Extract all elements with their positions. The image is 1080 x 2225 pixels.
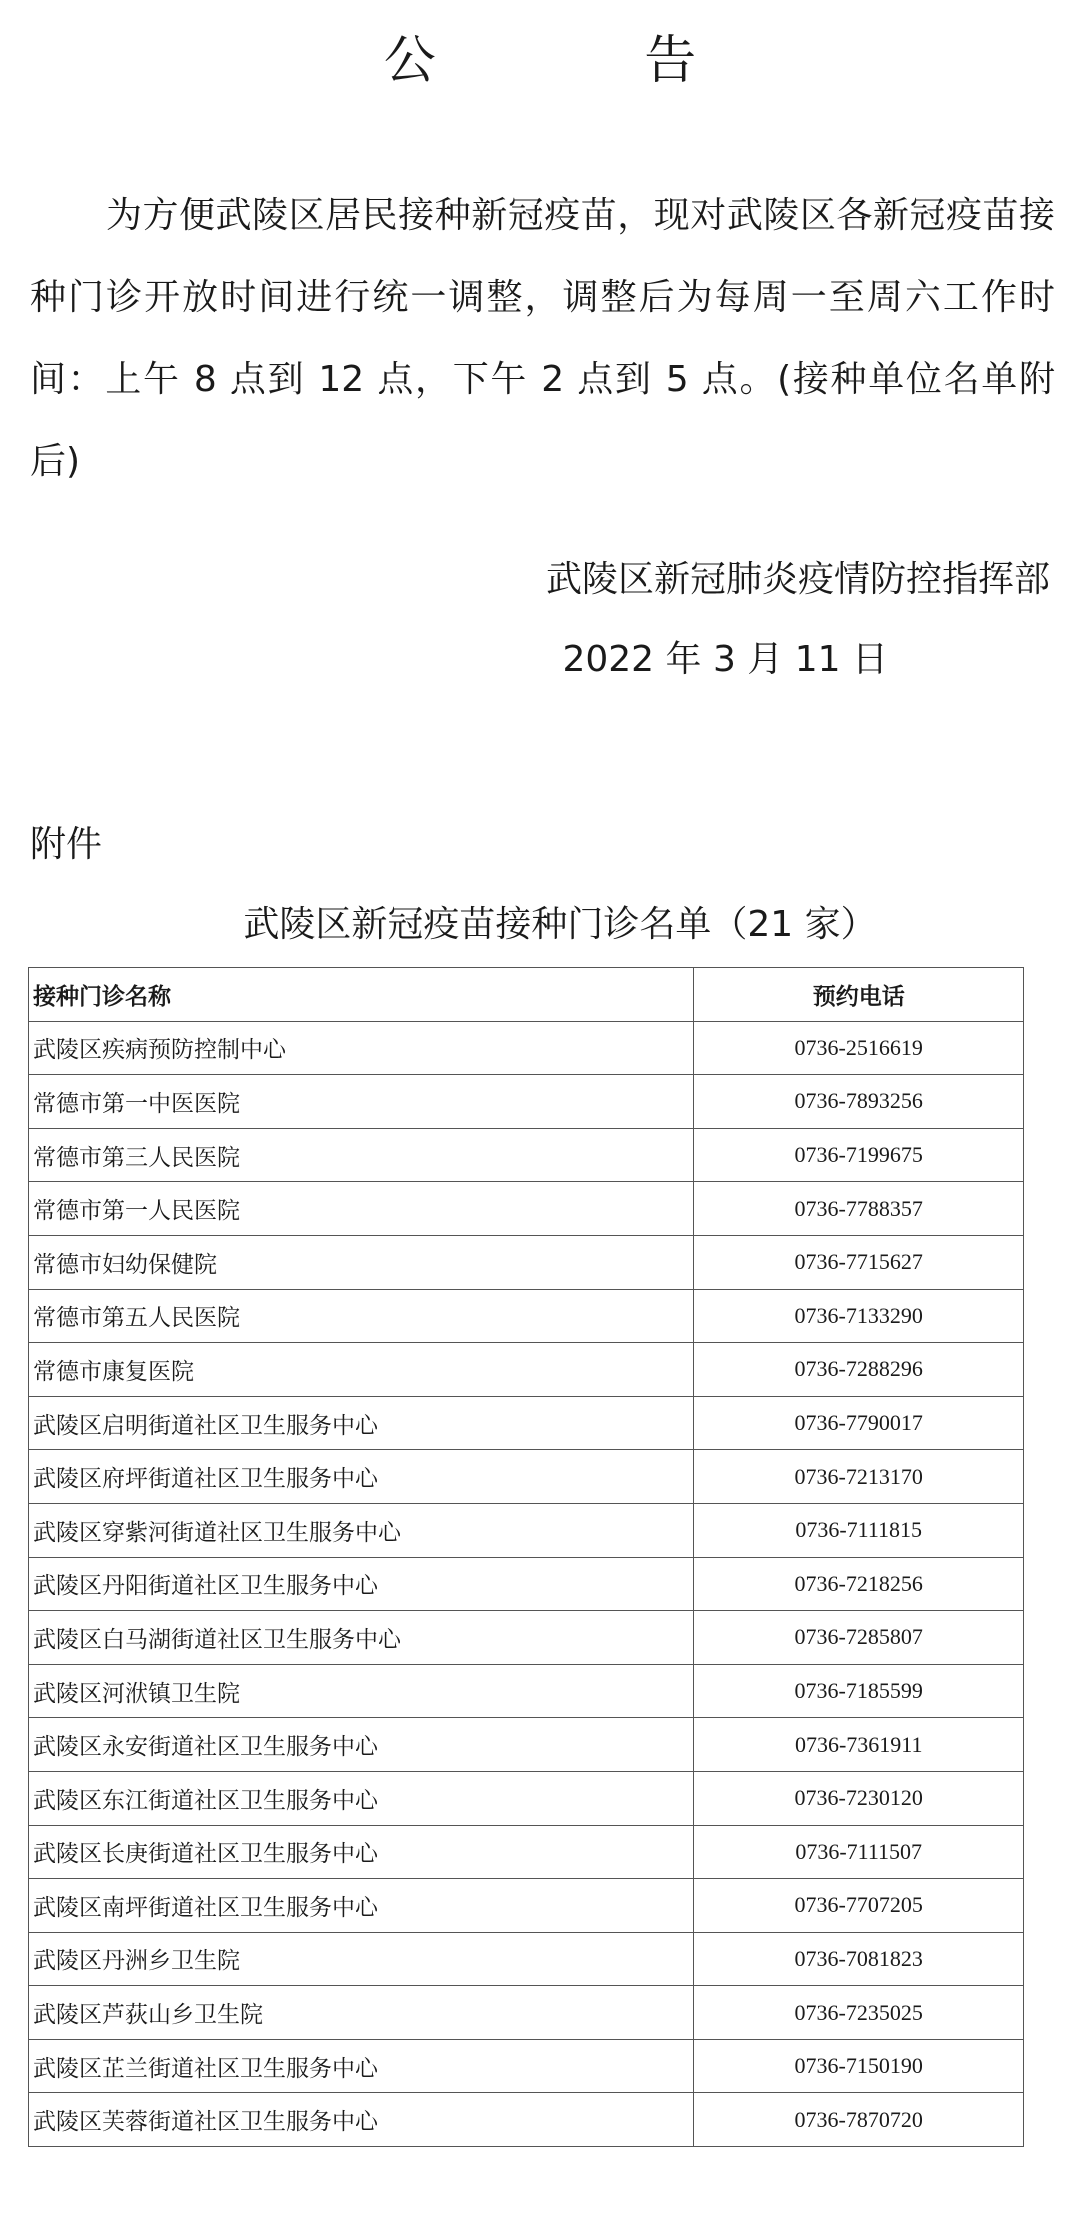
table-row bbox=[29, 1825, 1024, 1879]
clinic-name: 武陵区丹阳街道社区卫生服务中心 bbox=[29, 1557, 694, 1611]
clinic-name: 常德市妇幼保健院 bbox=[29, 1235, 694, 1289]
clinic-phone: 0736-7111815 bbox=[694, 1503, 1024, 1557]
clinic-name: 武陵区芷兰街道社区卫生服务中心 bbox=[29, 2039, 694, 2093]
table-row bbox=[29, 1718, 1024, 1772]
clinic-phone: 0736-7285807 bbox=[694, 1611, 1024, 1665]
clinic-name: 武陵区白马湖街道社区卫生服务中心 bbox=[29, 1611, 694, 1665]
clinic-phone: 0736-7893256 bbox=[694, 1075, 1024, 1129]
clinic-phone: 0736-7218256 bbox=[694, 1557, 1024, 1611]
clinic-phone: 0736-7081823 bbox=[694, 1932, 1024, 1986]
clinic-name: 武陵区府坪街道社区卫生服务中心 bbox=[29, 1450, 694, 1504]
table-row bbox=[29, 1611, 1024, 1665]
table-row bbox=[29, 1128, 1024, 1182]
clinic-name: 武陵区东江街道社区卫生服务中心 bbox=[29, 1771, 694, 1825]
table-header-row bbox=[29, 968, 1024, 1022]
clinic-name: 武陵区永安街道社区卫生服务中心 bbox=[29, 1718, 694, 1772]
notice-date: 2022 年 3 月 11 日 bbox=[562, 639, 888, 680]
clinic-phone: 0736-7111507 bbox=[694, 1825, 1024, 1879]
clinic-name: 武陵区河洑镇卫生院 bbox=[29, 1664, 694, 1718]
clinic-phone: 0736-7230120 bbox=[694, 1771, 1024, 1825]
clinic-phone: 0736-2516619 bbox=[694, 1021, 1024, 1075]
notice-issuer: 武陵区新冠肺炎疫情防控指挥部 bbox=[545, 559, 1050, 600]
table-row bbox=[29, 1932, 1024, 1986]
table-row bbox=[29, 1182, 1024, 1236]
clinic-name: 武陵区南坪街道社区卫生服务中心 bbox=[29, 1879, 694, 1933]
notice-body: 为方便武陵区居民接种新冠疫苗，现对武陵区各新冠疫苗接种门诊开放时间进行统一调整，调整后为每周一至周六工作时间：上午 8 点到 12 点，下午 2 点到 5 点。(接种单位名单附后) bbox=[30, 195, 1055, 482]
table-row bbox=[29, 1557, 1024, 1611]
clinic-table bbox=[28, 967, 1024, 2147]
clinic-phone: 0736-7788357 bbox=[694, 1182, 1024, 1236]
clinic-phone: 0736-7870720 bbox=[694, 2093, 1024, 2147]
clinic-name: 武陵区丹洲乡卫生院 bbox=[29, 1932, 694, 1986]
clinic-phone: 0736-7715627 bbox=[694, 1235, 1024, 1289]
header-clinic-name: 接种门诊名称 bbox=[29, 968, 694, 1022]
table-row bbox=[29, 1396, 1024, 1450]
clinic-phone: 0736-7790017 bbox=[694, 1396, 1024, 1450]
clinic-name: 武陵区穿紫河街道社区卫生服务中心 bbox=[29, 1503, 694, 1557]
table-row bbox=[29, 1021, 1024, 1075]
clinic-name: 武陵区启明街道社区卫生服务中心 bbox=[29, 1396, 694, 1450]
attachment-label: 附件 bbox=[30, 824, 103, 865]
table-row bbox=[29, 1771, 1024, 1825]
clinic-phone: 0736-7199675 bbox=[694, 1128, 1024, 1182]
table-row bbox=[29, 1075, 1024, 1129]
clinic-phone: 0736-7288296 bbox=[694, 1343, 1024, 1397]
clinic-name: 常德市康复医院 bbox=[29, 1343, 694, 1397]
clinic-phone: 0736-7235025 bbox=[694, 1986, 1024, 2040]
table-row bbox=[29, 1664, 1024, 1718]
clinic-name: 武陵区芦荻山乡卫生院 bbox=[29, 1986, 694, 2040]
clinic-phone: 0736-7185599 bbox=[694, 1664, 1024, 1718]
clinic-phone: 0736-7707205 bbox=[694, 1879, 1024, 1933]
header-phone: 预约电话 bbox=[694, 968, 1024, 1022]
clinic-name: 常德市第五人民医院 bbox=[29, 1289, 694, 1343]
table-row bbox=[29, 2093, 1024, 2147]
clinic-phone: 0736-7213170 bbox=[694, 1450, 1024, 1504]
table-row bbox=[29, 1450, 1024, 1504]
table-row bbox=[29, 1343, 1024, 1397]
clinic-name: 武陵区疾病预防控制中心 bbox=[29, 1021, 694, 1075]
clinic-phone: 0736-7150190 bbox=[694, 2039, 1024, 2093]
table-row bbox=[29, 1289, 1024, 1343]
table-title: 武陵区新冠疫苗接种门诊名单（21 家） bbox=[243, 904, 877, 945]
table-row bbox=[29, 1503, 1024, 1557]
table-row bbox=[29, 1879, 1024, 1933]
clinic-phone: 0736-7361911 bbox=[694, 1718, 1024, 1772]
notice-title: 公 告 bbox=[383, 31, 793, 91]
clinic-name: 常德市第一中医医院 bbox=[29, 1075, 694, 1129]
clinic-name: 常德市第一人民医院 bbox=[29, 1182, 694, 1236]
clinic-phone: 0736-7133290 bbox=[694, 1289, 1024, 1343]
table-row bbox=[29, 1235, 1024, 1289]
clinic-name: 常德市第三人民医院 bbox=[29, 1128, 694, 1182]
clinic-name: 武陵区芙蓉街道社区卫生服务中心 bbox=[29, 2093, 694, 2147]
table-row bbox=[29, 2039, 1024, 2093]
table-row bbox=[29, 1986, 1024, 2040]
clinic-name: 武陵区长庚街道社区卫生服务中心 bbox=[29, 1825, 694, 1879]
